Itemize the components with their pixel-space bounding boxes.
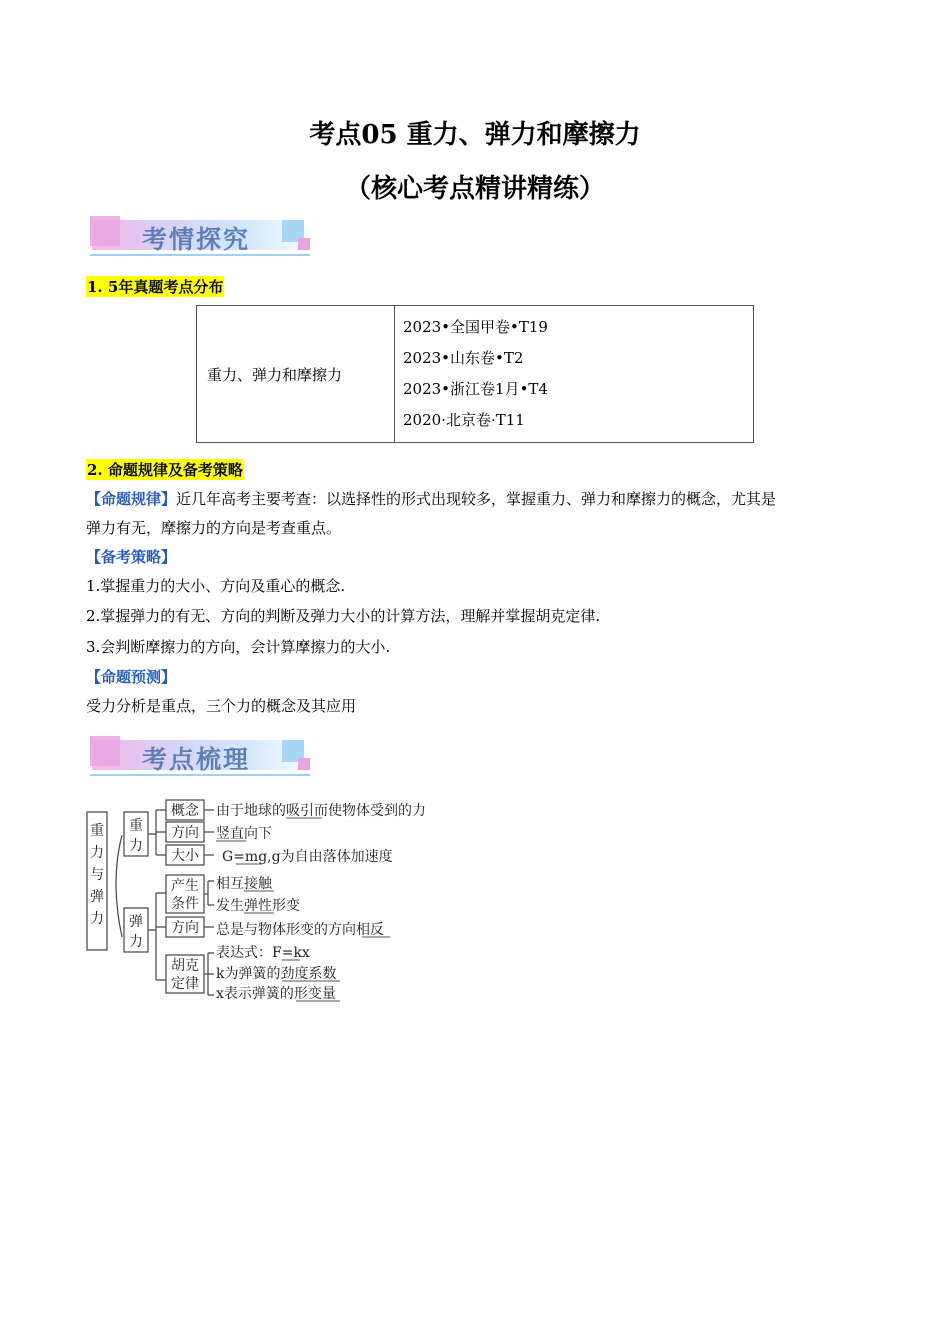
section-heading-distribution: 1. 5年真题考点分布 <box>87 278 224 296</box>
banner-decor-square <box>90 216 120 246</box>
banner-decor-square <box>90 736 120 766</box>
rule-label: 【命题规律】 <box>86 490 177 508</box>
mindmap-connector <box>204 953 214 995</box>
section-banner-exam-analysis <box>90 216 312 258</box>
mindmap-brace <box>116 835 122 937</box>
mindmap-connector <box>148 893 166 980</box>
mindmap-root-char: 力 <box>90 911 104 927</box>
exam-distribution-table <box>196 305 754 443</box>
exam-item: 2023•山东卷•T2 <box>403 349 524 367</box>
mindmap-hooke-item: 表达式：F=kx <box>216 945 310 961</box>
exam-item: 2020·北京卷·T11 <box>403 411 525 429</box>
mindmap-hooke-item: k为弹簧的劲度系数 <box>216 966 337 982</box>
strategy-item: 3.会判断摩擦力的方向，会计算摩擦力的大小. <box>86 638 391 656</box>
mindmap-concept-text: 由于地球的吸引而使物体受到的力 <box>216 803 426 819</box>
strategy-item: 2.掌握弹力的有无、方向的判断及弹力大小的计算方法，理解并掌握胡克定律. <box>86 607 601 625</box>
section-banner-knowledge <box>90 736 312 778</box>
table-cell-topic: 重力、弹力和摩擦力 <box>197 306 395 443</box>
section-heading-strategy: 2. 命题规律及备考策略 <box>87 461 243 479</box>
predict-label: 【命题预测】 <box>86 668 177 686</box>
banner-underline <box>90 774 310 776</box>
mindmap-condition-label: 产生 <box>171 878 199 894</box>
mindmap-connector <box>204 881 214 905</box>
mindmap-root-char: 力 <box>90 845 104 861</box>
banner-underline <box>90 254 310 256</box>
mindmap-elastic-label: 力 <box>129 934 143 950</box>
exam-item: 2023•浙江卷1月•T4 <box>403 380 548 398</box>
mindmap-connector <box>148 810 166 855</box>
mindmap-root-char: 与 <box>90 867 104 883</box>
mindmap-hooke-item: x表示弹簧的形变量 <box>216 986 336 1002</box>
table-cell-items <box>395 306 754 443</box>
mind-map <box>86 795 446 1005</box>
mindmap-hooke-label: 定律 <box>171 976 199 992</box>
mindmap-elastic-label: 弹 <box>129 914 143 930</box>
mindmap-condition-label: 条件 <box>171 896 199 912</box>
mindmap-gravity-label: 重 <box>129 818 143 834</box>
strategy-label: 【备考策略】 <box>86 548 177 566</box>
banner-decor-square <box>298 238 310 250</box>
page-subtitle: （核心考点精讲精练） <box>344 174 605 204</box>
mindmap-direction-label: 方向 <box>171 825 199 841</box>
mindmap-direction-text: 竖直向下 <box>216 826 272 842</box>
mindmap-elastic-direction-label: 方向 <box>171 920 199 936</box>
mindmap-condition-item: 发生弹性形变 <box>216 898 300 914</box>
rule-text-cont: 弹力有无，摩擦力的方向是考查重点。 <box>86 519 342 537</box>
table-row <box>197 306 754 443</box>
mindmap-root-char: 弹 <box>90 889 104 905</box>
mindmap-gravity-label: 力 <box>129 838 143 854</box>
banner-label: 考点梳理 <box>142 745 251 774</box>
rule-text: 近几年高考主要考查：以选择性的形式出现较多，掌握重力、弹力和摩擦力的概念，尤其是 <box>176 490 777 508</box>
mindmap-magnitude-text: G=mg,g为自由落体加速度 <box>222 849 393 865</box>
mindmap-concept-label: 概念 <box>171 803 199 819</box>
exam-item: 2023•全国甲卷•T19 <box>403 318 548 336</box>
rule-paragraph <box>86 485 876 543</box>
strategy-item: 1.掌握重力的大小、方向及重心的概念. <box>86 577 346 595</box>
mindmap-hooke-label: 胡克 <box>171 958 199 974</box>
page-title: 考点05 重力、弹力和摩擦力 <box>309 120 641 150</box>
banner-decor-square <box>298 758 310 770</box>
mindmap-condition-item: 相互接触 <box>216 876 272 892</box>
mindmap-elastic-direction-text: 总是与物体形变的方向相反 <box>216 922 384 938</box>
banner-label: 考情探究 <box>142 225 251 254</box>
predict-text: 受力分析是重点，三个力的概念及其应用 <box>86 697 357 715</box>
mindmap-root-char: 重 <box>90 823 104 839</box>
mindmap-magnitude-label: 大小 <box>171 848 199 864</box>
